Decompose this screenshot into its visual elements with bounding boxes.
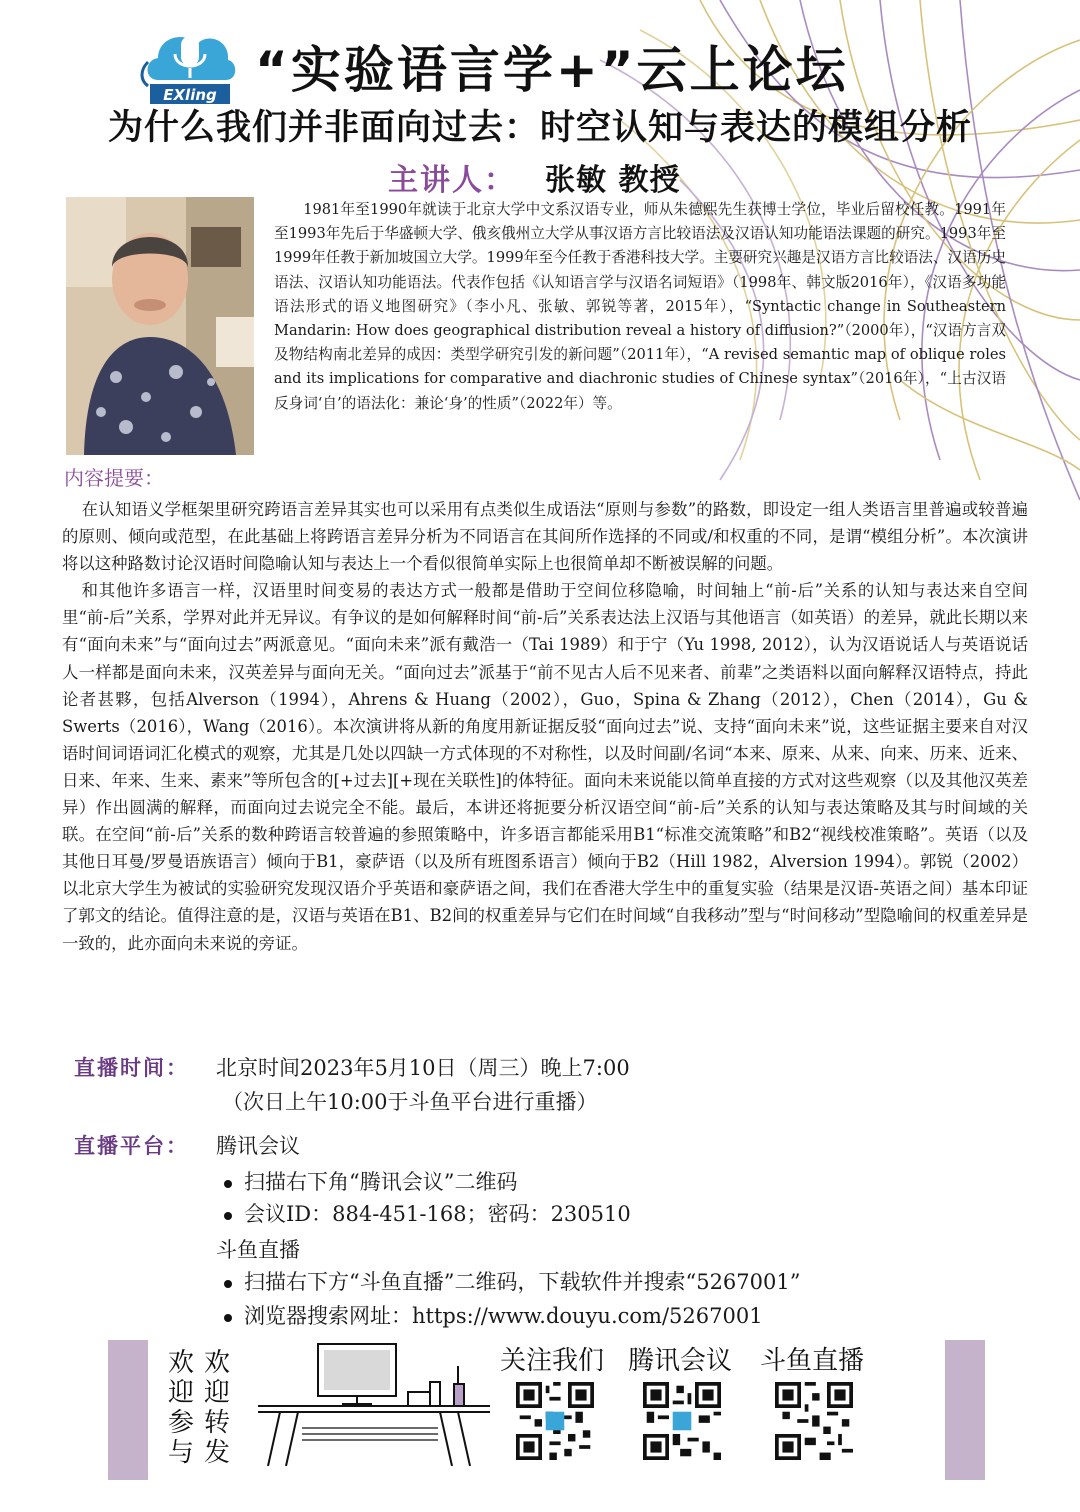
speaker-bio: 1981年至1990年就读于北京大学中文系汉语专业，师从朱德熙先生获博士学位，毕业后留校任教。1991年至1993年先后于华盛顿大学、俄亥俄州立大学从事汉语方言比较语法及汉语认知功能语法课题的研究。1993年至1999年任教于新加坡国立大学。1999年至今任教于香港科技大学。主要研究兴趣是汉语方言比较语法、汉语历史语法、汉语认知功能语法。代表作包括《认知语言学与汉语名词短语》（1998年、韩文版2016年），《汉语多功能语法形式的语义地图研究》（李小凡、张敏、郭锐等著，2015年），“Syntactic change in Southeastern Mandarin: How does geographical distribution reveal a history of diffusion?”（2000年），“汉语方言双及物结构南北差异的成因：类型学研究引发的新问题”（2011年），“A revised semantic map of oblique roles and its implications for comparative and diachronic studies of Chinese syntax”（2016年），“上古汉语反身词‘自’的语法化：兼论‘身’的性质”（2022年）等。 [274,201,1006,412]
douyu-live-name: 斗鱼直播 [216,1238,300,1262]
list-item: 浏览器搜索网址：https://www.douyu.com/5267001 [224,1300,763,1330]
broadcast-time-label: 直播时间： [74,1056,189,1080]
broadcast-time-value: 北京时间2023年5月10日（周三）晚上7:00 [216,1056,630,1080]
desk-illustration [258,1338,490,1466]
list-item: 会议ID：884-451-168；密码：230510 [224,1198,631,1228]
welcome-participate: 欢迎参与 [167,1348,194,1468]
decorative-bar-left [108,1340,148,1480]
qr-code-douyu[interactable] [775,1382,853,1460]
abstract-label: 内容提要： [64,466,164,490]
forum-title: “实验语言学+”云上论坛 [255,41,849,99]
qr-caption-tencent: 腾讯会议 [628,1346,733,1376]
speaker-label: 主讲人： [388,163,516,198]
bullet-icon [224,1212,232,1220]
talk-title: 为什么我们并非面向过去：时空认知与表达的模组分析 [107,108,972,148]
qr-caption-follow: 关注我们 [500,1346,605,1376]
list-item: 扫描右下方“斗鱼直播”二维码，下载软件并搜索“5267001” [224,1266,800,1296]
exling-logo [140,22,240,108]
qr-code-follow[interactable] [516,1382,594,1460]
welcome-share: 欢迎转发 [203,1348,230,1468]
list-item: 扫描右下角“腾讯会议”二维码 [224,1166,517,1196]
replay-note: （次日上午10:00于斗鱼平台进行重播） [222,1090,598,1114]
bullet-icon [224,1314,232,1322]
speaker-name: 张敏 教授 [545,163,681,198]
speaker-photo [66,197,254,455]
abstract-paragraph: 和其他许多语言一样，汉语里时间变易的表达方式一般都是借助于空间位移隐喻，时间轴上“前-后”关系的认知与表达来自空间里“前-后”关系，学界对此并无异议。有争议的是如何解释时间“前-后”关系表达法上汉语与其他语言（如英语）的差异，就此长期以来有“面向未来”与“面向过去”两派意见。“面向未来”派有戴浩一（Tai 1989）和于宁（Yu 1998, 2012），认为汉语说话人与英语说话人一样都是面向未来，汉英差异与面向无关。“面向过去”派基于“前不见古人后不见来者、前辈”之类语料以面向解释汉语特点，持此论者甚夥，包括Alverson（1994），Ahrens & Huang（2002），Guo，Spina & Zhang（2012），Chen（2014），Gu & Swerts（2016），Wang（2016）。本次演讲将从新的角度用新证据反驳“面向过去”说、支持“面向未来”说，这些证据主要来自对汉语时间词语词汇化模式的观察，尤其是几处以四缺一方式体现的不对称性，以及时间副/名词“本来、原来、从来、向来、历来、近来、日来、年来、生来、素来”等所包含的[+过去][+现在关联性]的体特征。面向未来说能以简单直接的方式对这些观察（以及其他汉英差异）作出圆满的解释，而面向过去说完全不能。最后，本讲还将扼要分析汉语空间“前-后”关系的认知与表达策略及其与时间域的关联。在空间“前-后”关系的数种跨语言较普遍的参照策略中，许多语言都能采用B1“标准交流策略”和B2“视线校准策略”。英语（以及其他日耳曼/罗曼语族语言）倾向于B1，豪萨语（以及所有班图系语言）倾向于B2（Hill 1982，Alversion 1994）。郭锐（2002）以北京大学生为被试的实验研究发现汉语介乎英语和豪萨语之间，我们在香港大学生中的重复实验（结果是汉语-英语之间）基本印证了郭文的结论。值得注意的是，汉语与英语在B1、B2间的权重差异与它们在时间域“自我移动”型与“时间移动”型隐喻间的权重差异是一致的，此亦面向未来说的旁证。 [62,581,1028,953]
qr-code-tencent-meeting[interactable] [643,1382,721,1460]
abstract-body [62,496,1028,957]
bullet-icon [224,1280,232,1288]
abstract-paragraph: 在认知语义学框架里研究跨语言差异其实也可以采用有点类似生成语法“原则与参数”的路数，即设定一组人类语言里普遍或较普遍的原则、倾向或范型，在此基础上将跨语言差异分析为不同语言在其间所作选择的不同或/和权重的不同，是谓“模组分析”。本次演讲将以这种路数讨论汉语时间隐喻认知与表达上一个看似很简单实际上也很简单却不断被误解的问题。 [62,500,1028,574]
tencent-meeting-name: 腾讯会议 [216,1134,300,1158]
platform-label: 直播平台： [74,1134,189,1158]
decorative-bar-right [945,1340,985,1480]
qr-caption-douyu: 斗鱼直播 [760,1346,865,1376]
svg-text:EXling: EXling [163,86,217,104]
microphone-cloud-icon [140,22,240,108]
bullet-icon [224,1180,232,1188]
